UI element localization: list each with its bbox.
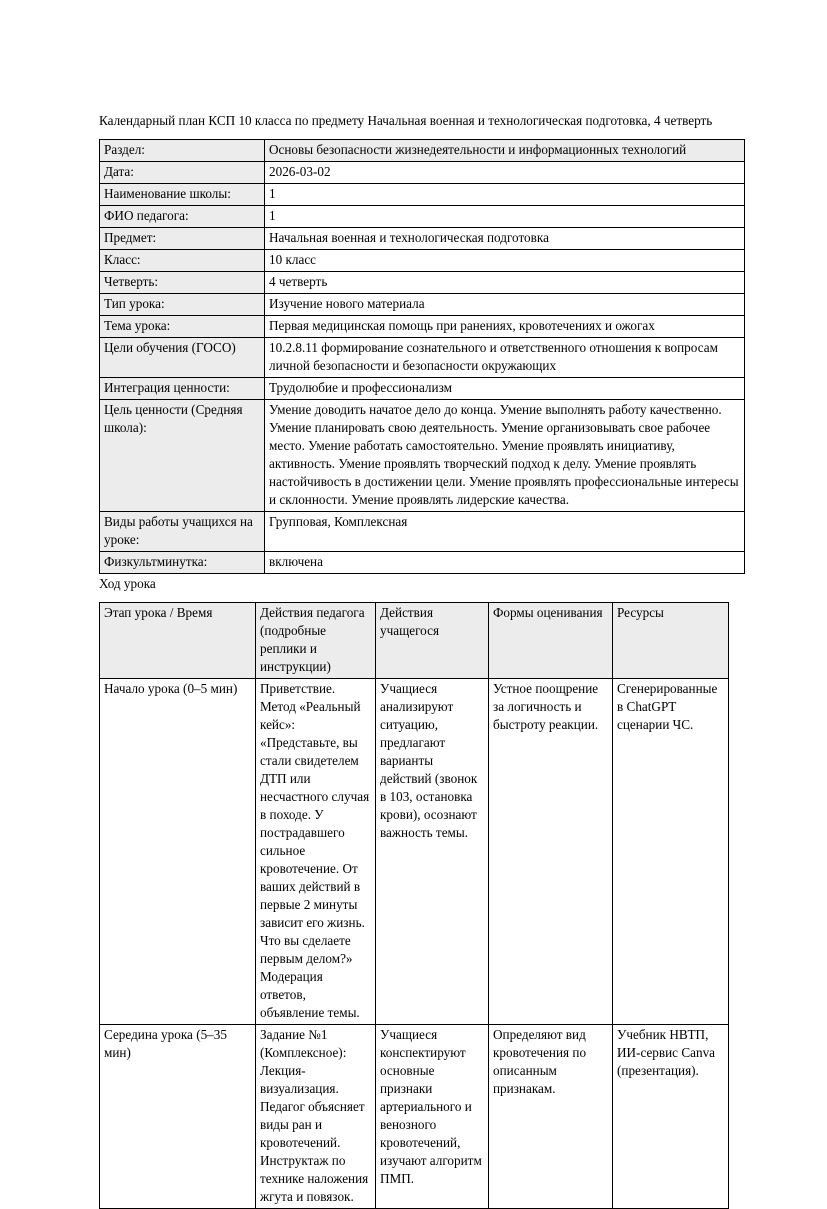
info-label: Дата: bbox=[100, 162, 265, 184]
table-row bbox=[100, 250, 745, 272]
table-row bbox=[100, 184, 745, 206]
page-title: Календарный план КСП 10 класса по предмету Начальная военная и технологическая подготовка, 4 четверть bbox=[99, 113, 713, 128]
info-value: 4 четверть bbox=[265, 272, 745, 294]
info-value: Изучение нового материала bbox=[265, 294, 745, 316]
info-value: Групповая, Комплексная bbox=[265, 512, 745, 552]
table-row bbox=[100, 316, 745, 338]
table-row bbox=[100, 140, 745, 162]
cell-resources: Учебник НВТП, ИИ-сервис Canva (презентация). bbox=[613, 1025, 729, 1209]
info-label: ФИО педагога: bbox=[100, 206, 265, 228]
cell-stage: Начало урока (0–5 мин) bbox=[100, 679, 256, 1025]
column-header-assessment: Формы оценивания bbox=[489, 603, 613, 679]
lesson-plan-table-body bbox=[100, 603, 729, 1209]
info-label: Цели обучения (ГОСО) bbox=[100, 338, 265, 378]
info-label: Цель ценности (Средняя школа): bbox=[100, 400, 265, 512]
column-header-student-actions: Действия учащегося bbox=[376, 603, 489, 679]
lesson-info-table bbox=[99, 139, 745, 574]
column-header-stage: Этап урока / Время bbox=[100, 603, 256, 679]
cell-teacher-actions: Приветствие. Метод «Реальный кейс»: «Представьте, вы стали свидетелем ДТП или несчастного случая в походе. У пострадавшего сильное кровотечение. От ваших действий в первые 2 минуты зависит его жизнь. Что вы сделаете первым делом?» Модерация ответов, объявление темы. bbox=[256, 679, 376, 1025]
info-value: Умение доводить начатое дело до конца. Умение выполнять работу качественно. Умение планировать свою деятельность. Умение организовывать свое рабочее место. Умение работать самостоятельно. Умение проявлять инициативу, активность. Умение проявлять творческий подход к делу. Умение проявлять настойчивость в достижении цели. Умение проявлять профессиональные интересы и склонности. Умение проявлять лидерские качества. bbox=[265, 400, 745, 512]
info-value: 2026-03-02 bbox=[265, 162, 745, 184]
info-label: Тип урока: bbox=[100, 294, 265, 316]
info-value: 1 bbox=[265, 184, 745, 206]
cell-assessment: Определяют вид кровотечения по описанным признакам. bbox=[489, 1025, 613, 1209]
info-value: включена bbox=[265, 552, 745, 574]
info-value: 1 bbox=[265, 206, 745, 228]
table-row bbox=[100, 378, 745, 400]
info-label: Четверть: bbox=[100, 272, 265, 294]
cell-teacher-actions: Задание №1 (Комплексное): Лекция-визуализация. Педагог объясняет виды ран и кровотечений. Инструктаж по технике наложения жгута и повязок. bbox=[256, 1025, 376, 1209]
lesson-info-table-body bbox=[100, 140, 745, 574]
info-label: Физкультминутка: bbox=[100, 552, 265, 574]
table-row bbox=[100, 294, 745, 316]
info-label: Раздел: bbox=[100, 140, 265, 162]
table-row bbox=[100, 552, 745, 574]
cell-stage: Середина урока (5–35 мин) bbox=[100, 1025, 256, 1209]
cell-resources: Сгенерированные в ChatGPT сценарии ЧС. bbox=[613, 679, 729, 1025]
table-row bbox=[100, 228, 745, 250]
cell-student-actions: Учащиеся конспектируют основные признаки артериального и венозного кровотечений, изучают алгоритм ПМП. bbox=[376, 1025, 489, 1209]
table-row bbox=[100, 512, 745, 552]
lesson-plan-table bbox=[99, 602, 729, 1209]
table-row bbox=[100, 338, 745, 378]
table-row bbox=[100, 206, 745, 228]
info-label: Интеграция ценности: bbox=[100, 378, 265, 400]
info-label: Тема урока: bbox=[100, 316, 265, 338]
cell-student-actions: Учащиеся анализируют ситуацию, предлагают варианты действий (звонок в 103, остановка крови), осознают важность темы. bbox=[376, 679, 489, 1025]
info-value: 10.2.8.11 формирование сознательного и ответственного отношения к вопросам личной безопасности и безопасности окружающих bbox=[265, 338, 745, 378]
info-value: Трудолюбие и профессионализм bbox=[265, 378, 745, 400]
cell-assessment: Устное поощрение за логичность и быстроту реакции. bbox=[489, 679, 613, 1025]
info-value: Начальная военная и технологическая подготовка bbox=[265, 228, 745, 250]
info-label: Наименование школы: bbox=[100, 184, 265, 206]
info-label: Класс: bbox=[100, 250, 265, 272]
table-row bbox=[100, 272, 745, 294]
info-value: 10 класс bbox=[265, 250, 745, 272]
column-header-resources: Ресурсы bbox=[613, 603, 729, 679]
info-value: Первая медицинская помощь при ранениях, кровотечениях и ожогах bbox=[265, 316, 745, 338]
lesson-flow-heading: Ход урока bbox=[99, 576, 156, 591]
table-header-row bbox=[100, 603, 729, 679]
column-header-teacher-actions: Действия педагога (подробные реплики и инструкции) bbox=[256, 603, 376, 679]
table-row bbox=[100, 1025, 729, 1209]
info-label: Предмет: bbox=[100, 228, 265, 250]
table-row bbox=[100, 400, 745, 512]
table-row bbox=[100, 679, 729, 1025]
table-row bbox=[100, 162, 745, 184]
info-label: Виды работы учащихся на уроке: bbox=[100, 512, 265, 552]
info-value: Основы безопасности жизнедеятельности и информационных технологий bbox=[265, 140, 745, 162]
